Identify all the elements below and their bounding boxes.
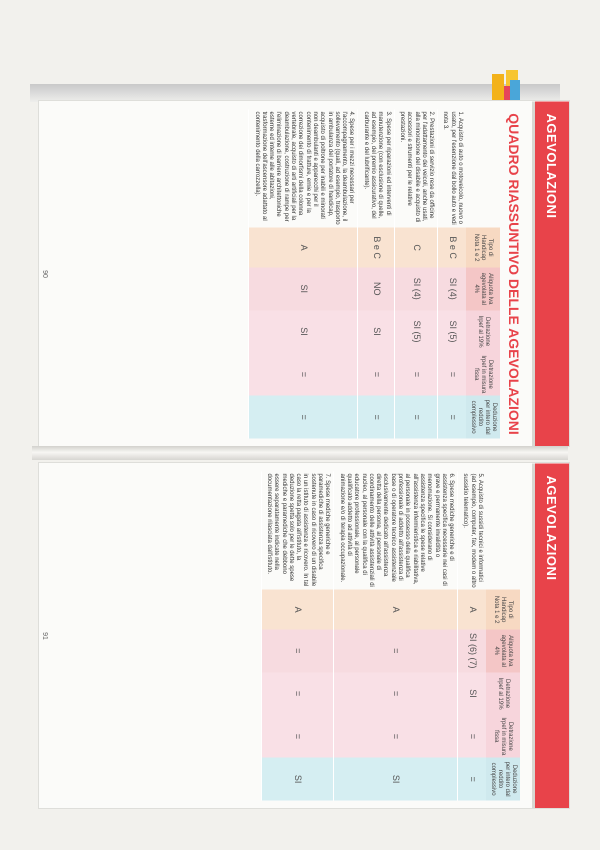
cell-detrazione-fissa: = xyxy=(394,352,437,395)
table-row xyxy=(394,109,437,438)
header-cell: Deduzione per intero dal reddito complessivo xyxy=(466,395,500,438)
cell-iva: SI (4) xyxy=(394,267,437,310)
section-band-title: AGEVOLAZIONI xyxy=(544,113,560,218)
cell-iva: SI (6) (7) xyxy=(458,629,486,672)
cell-detrazione-fissa: = xyxy=(458,714,486,757)
cell-deduzione: = xyxy=(358,395,394,438)
header-cell: Aliquota Iva agevolata al 4% xyxy=(466,267,500,310)
cell-detrazione-19: SI xyxy=(458,672,486,715)
header-cell: Tipo di Handicap Nota 1 e 2 xyxy=(466,227,500,266)
cell-handicap: B e C xyxy=(438,227,466,266)
row-description: 6. Spese mediche generiche e di assistenza specifica necessarie nei casi di grave e permanente invalidità o menomazione. Si considerano di assistenza specifica le spese relative all'assistenza infermieristica e riabilitativa, al personale in possesso della qualifica professionale di addetto all'assistenza di base o di operatore tecnico assistenziale esclusivamente dedicato all'assistenza diretta della persona, al personale di coordinamento delle attività assistenziali di nucleo, al personale con la qualifica di educatore professionale, al personale qualificato addetto ad attività di animazione e/o di terapia occupazionale. xyxy=(334,471,458,589)
header-cell: Detrazione Irpef in misura fissa xyxy=(466,352,500,395)
book-spine xyxy=(32,446,568,460)
agevolazioni-table xyxy=(248,109,500,438)
page-91 xyxy=(38,462,570,809)
cell-handicap: B e C xyxy=(358,227,394,266)
table-row xyxy=(261,471,334,800)
row-description: 1. Acquisto di auto o motoveicolo, nuovo o usato, per l'esenzione dal bollo auto e vedi nota 3. xyxy=(438,109,466,227)
table-row xyxy=(458,471,486,800)
row-description: 2. Prestazioni di servizio rese da officine per l'adattamento dei veicoli, anche usati, alla minorazione del disabile e acquisto di accessori e strumenti per le relative prestazioni. xyxy=(394,109,437,227)
cell-detrazione-19: SI xyxy=(249,310,358,353)
cell-deduzione: = xyxy=(458,757,486,800)
cell-detrazione-19: SI (5) xyxy=(394,310,437,353)
cell-iva: = xyxy=(334,629,458,672)
row-description: 7. Spese mediche generiche e paramediche di assistenza specifica sostenute in caso di ricovero di un disabile in un istituto di assistenza e ricovero. In tal caso la retta pagata all'istituto, la deduzione spetta solo per le dette spese mediche e paramediche che debbono essere separatamente indicate nella documentazione rilasciata dall'istituto. xyxy=(261,471,334,589)
cell-handicap: A xyxy=(261,589,334,628)
cell-iva: = xyxy=(261,629,334,672)
row-description: 3. Spese per riparazioni ed interventi di manutenzione (con esclusione di quelle, ad esempio, del premio assicurativo, del carburante e del lubrificante). xyxy=(358,109,394,227)
header-cell: Detrazione Irpef al 19% xyxy=(486,672,520,715)
table-row xyxy=(438,109,466,438)
table-row xyxy=(249,109,358,438)
cell-handicap: A xyxy=(458,589,486,628)
row-description: 4. Spese per i mezzi necessari per l'accompagnamento, la deambulazione, il sollevamento (quali, ad esempio, trasporto in ambulanza del portatore di handicap, acquisto di poltrone per inabili e minorati non deambulanti e apparecchi per il contenimento di fratture, ernie e per la correzione dei dimorfismi della colonna vertebrale, acquisto di arti artificiali per la deambulazione, costruzione di rampe per l'eliminazione di barriere architettoniche esterne ed interne alle abitazioni, trasformazione dell'ascensore adattato al contenimento della carrozzella). xyxy=(249,109,358,227)
header-cell: Detrazione Irpef al 19% xyxy=(466,310,500,353)
cell-detrazione-19: SI (5) xyxy=(438,310,466,353)
cell-iva: SI (4) xyxy=(438,267,466,310)
cell-detrazione-19: SI xyxy=(358,310,394,353)
section-band xyxy=(535,463,569,808)
cell-deduzione: = xyxy=(249,395,358,438)
cell-detrazione-fissa: = xyxy=(358,352,394,395)
row-description: 5. Acquisto di sussidi tecnici e informatici (ad esempio, computer, fax, modem o altro sussidio telematico). xyxy=(458,471,486,589)
cell-detrazione-fissa: = xyxy=(261,714,334,757)
header-cell: Detrazione Irpef in misura fissa xyxy=(486,714,520,757)
cell-iva: NO xyxy=(358,267,394,310)
cell-detrazione-fissa: = xyxy=(438,352,466,395)
cell-detrazione-fissa: = xyxy=(334,714,458,757)
page-90 xyxy=(38,100,570,447)
cell-deduzione: = xyxy=(438,395,466,438)
table-row xyxy=(334,471,458,800)
header-cell xyxy=(486,471,520,589)
band-divider xyxy=(532,101,535,446)
page-number: 91 xyxy=(41,631,48,640)
header-cell: Aliquota Iva agevolata al 4% xyxy=(486,629,520,672)
header-cell xyxy=(466,109,500,227)
sticky-note-tab xyxy=(492,74,504,102)
cell-detrazione-fissa: = xyxy=(249,352,358,395)
cell-deduzione: = xyxy=(394,395,437,438)
cell-handicap: C xyxy=(394,227,437,266)
section-band-title: AGEVOLAZIONI xyxy=(544,475,560,580)
cell-handicap: A xyxy=(249,227,358,266)
table-header-row xyxy=(486,471,520,800)
header-cell: Tipo di Handicap Nota 1 e 2 xyxy=(486,589,520,628)
table-row xyxy=(358,109,394,438)
cell-iva: SI xyxy=(249,267,358,310)
page-title: QUADRO RIASSUNTIVO DELLE AGEVOLAZIONI xyxy=(506,112,522,435)
cell-deduzione: SI xyxy=(334,757,458,800)
table-header-row xyxy=(466,109,500,438)
cell-handicap: A xyxy=(334,589,458,628)
header-cell: Deduzione per intero dal reddito complessivo xyxy=(486,757,520,800)
section-band xyxy=(535,101,569,446)
cell-deduzione: SI xyxy=(261,757,334,800)
page-number: 90 xyxy=(41,269,48,278)
agevolazioni-table xyxy=(261,471,520,800)
band-divider xyxy=(532,463,535,808)
cell-detrazione-19: = xyxy=(334,672,458,715)
cell-detrazione-19: = xyxy=(261,672,334,715)
